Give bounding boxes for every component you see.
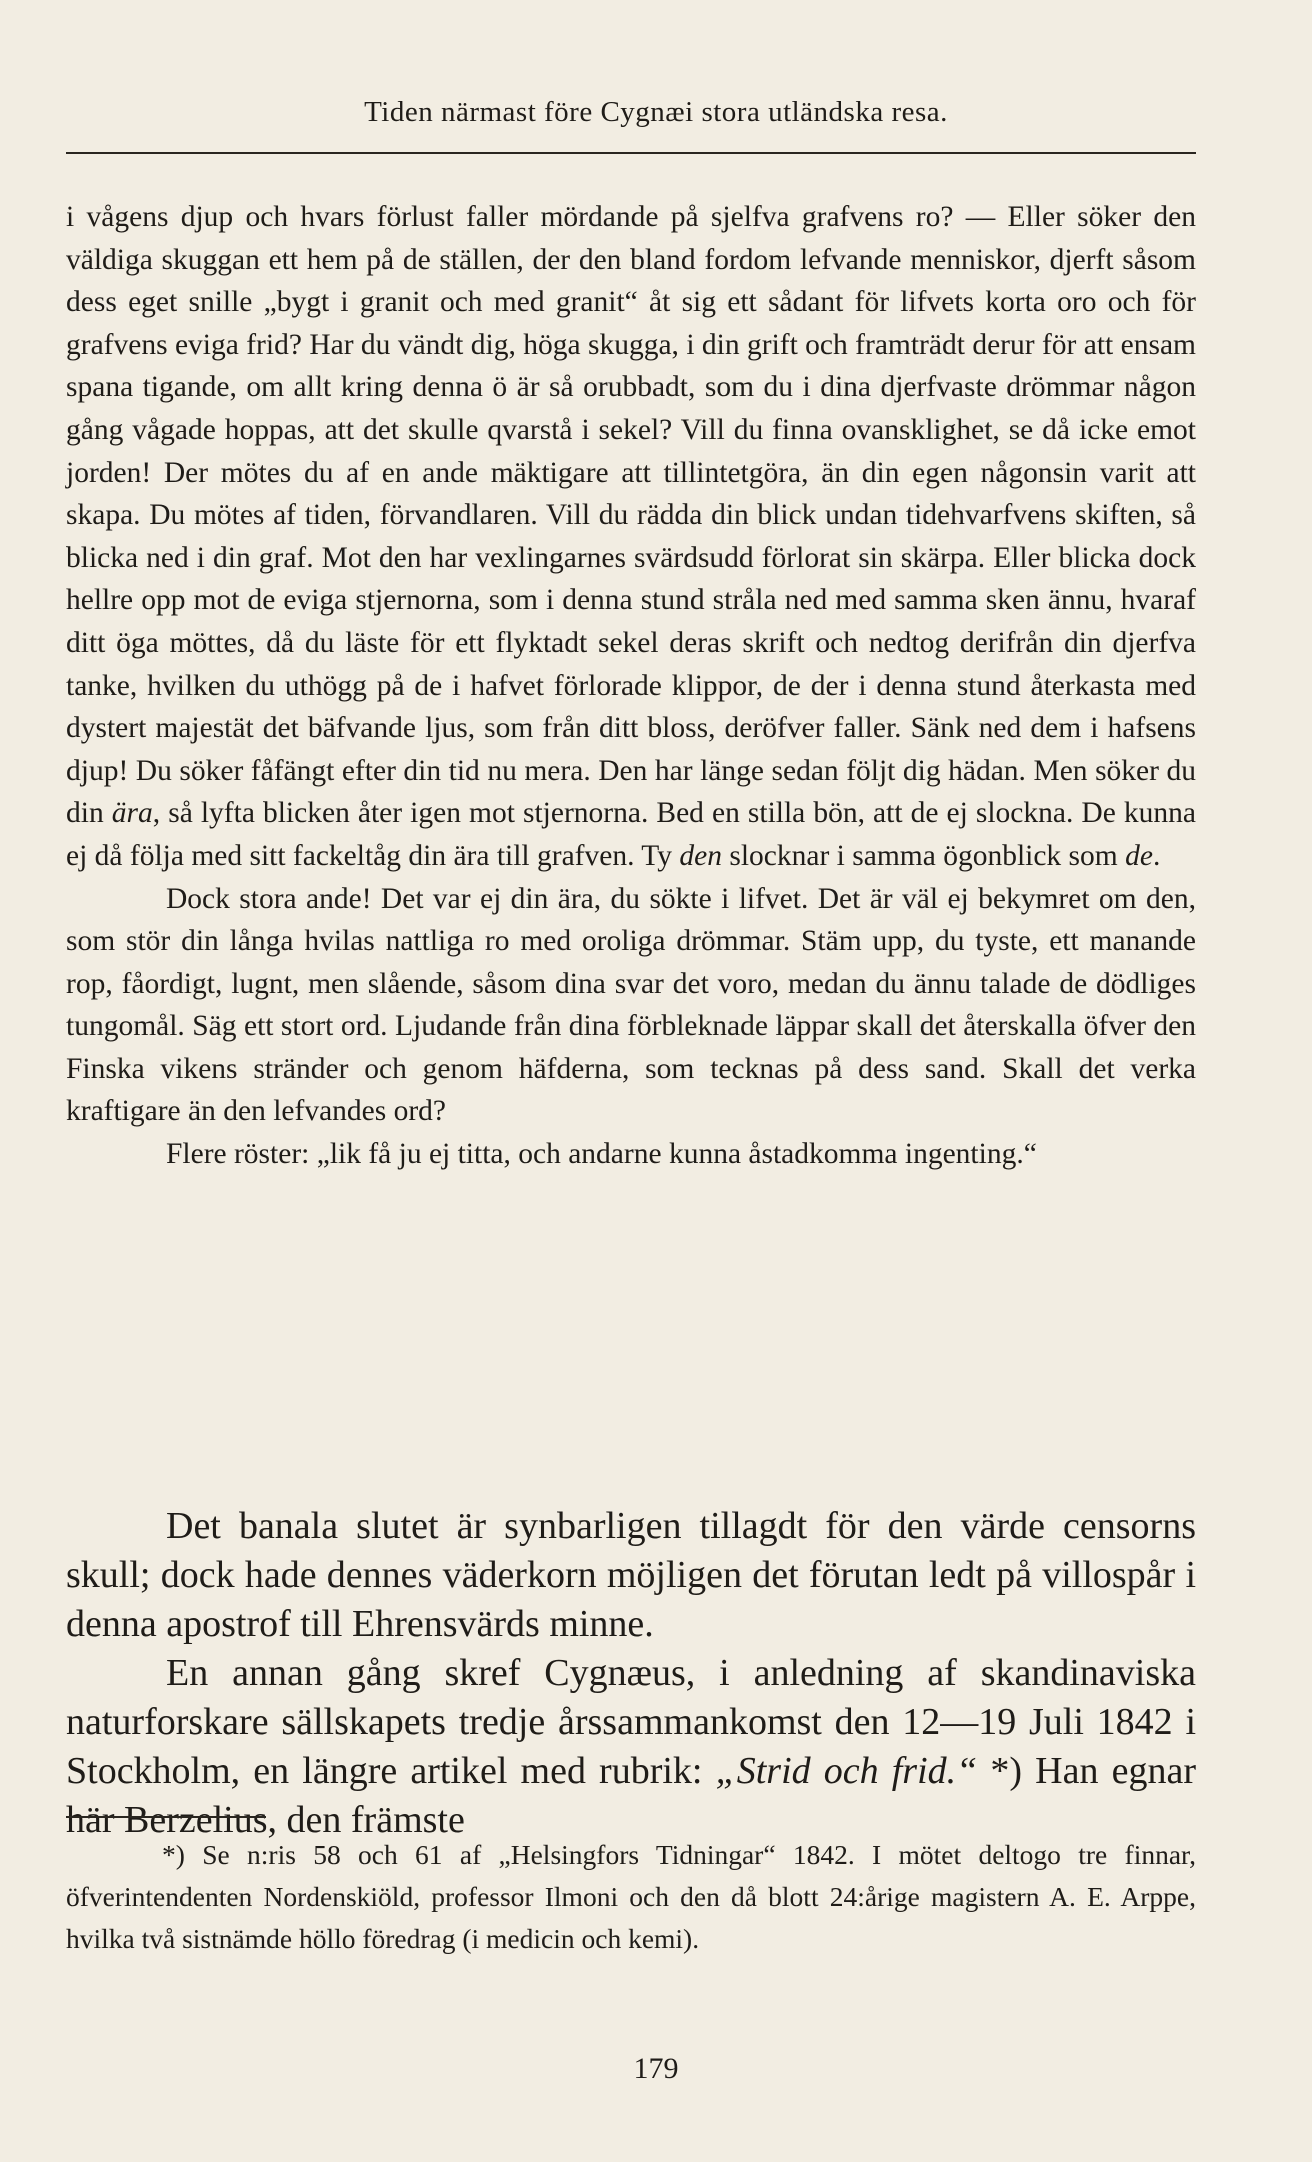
paragraph-2: Dock stora ande! Det var ej din ära, du sökte i lifvet. Det är väl ej bekymret om den, som stör din långa hvilas nattliga ro med oroliga drömmar. Stäm upp, du tyste, ett manande rop, fåordigt, lugnt, men slående, såsom dina svar det voro, medan du ännu talade de dödliges tungomål. Säg ett stort ord. Ljudande från dina förbleknade läppar skall det återskalla öfver den Finska vikens stränder och genom häfderna, som tecknas på dess sand. Skall det verka kraftigare än den lefvandes ord?	[66, 882, 1196, 1128]
article-title: „Strid och frid.“	[715, 1750, 978, 1792]
commentary-paragraph-2-end: *) Han egnar här Berzelius, den främste	[66, 1750, 1197, 1841]
paragraph-1-part-3: slocknar i samma ögonblick som	[722, 839, 1126, 872]
emphasis-de: de	[1125, 839, 1153, 872]
emphasis-den: den	[679, 839, 722, 872]
commentary-text	[66, 1502, 1196, 1845]
main-text	[66, 196, 1196, 1176]
paragraph-1-part-4: .	[1152, 839, 1161, 872]
emphasis-ara: ära	[111, 797, 153, 830]
footnote	[66, 1834, 1196, 1960]
commentary-paragraph-2-start: En annan gång skref Cygnæus, i anledning af skandinaviska naturforskare sällskapets tredje årssammankomst den 12—19 Juli 1842 i Stockholm, en längre artikel med rubrik:	[66, 1652, 1196, 1792]
page-number: 179	[633, 2052, 679, 2085]
paragraph-1	[66, 196, 1196, 878]
commentary-paragraph-1: Det banala slutet är synbarligen tillagdt för den värde censorns skull; dock hade dennes väderkorn möjligen det förutan ledt på villospår i denna apostrof till Ehrensvärds minne.	[66, 1505, 1196, 1645]
footnote-rule	[66, 1816, 266, 1818]
paragraph-1-part-2: , så lyfta blicken åter igen mot stjernorna. Bed en stilla bön, att de ej slockna. De kunna ej då följa med sitt fackeltåg din ära till grafven. Ty	[66, 797, 1196, 872]
running-title: Tiden närmast före Cygnæi stora utländska resa.	[364, 96, 948, 128]
paragraph-3: Flere röster: „lik få ju ej titta, och andarne kunna åstadkomma ingenting.“	[166, 1138, 1037, 1171]
footnote-text: *) Se n:ris 58 och 61 af „Helsingfors Tidningar“ 1842. I mötet deltogo tre finnar, öfverintendenten Nordenskiöld, professor Ilmoni och den då blott 24:årige magistern A. E. Arppe, hvilka två sistnämde höllo föredrag (i medicin och kemi).	[66, 1839, 1196, 1954]
header-rule	[66, 152, 1196, 154]
paragraph-1-part-1: i vågens djup och hvars förlust faller mördande på sjelfva grafvens ro? — Eller söker den väldiga skuggan ett hem på de ställen, der den bland fordom lefvande menniskor, djerft såsom dess eget snille „bygt i granit och med granit“ åt sig ett sådant för lifvets korta oro och för grafvens eviga frid? Har du vändt dig, höga skugga, i din grift och framträdt derur för att ensam spana tigande, om allt kring denna ö är så orubbadt, som du i dina djerfvaste drömmar någon gång vågade hoppas, att det skulle qvarstå i sekel? Vill du finna ovansklighet, se då icke emot jorden! Der mötes du af en ande mäktigare att tillintetgöra, än din egen någonsin varit att skapa. Du mötes af tiden, förvandlaren. Vill du rädda din blick undan tidehvarfvens skiften, så blicka ned i din graf. Mot den har vexlingarnes svärdsudd förlorat sin skärpa. Eller blicka dock hellre opp mot de eviga stjernorna, som i denna stund stråla ned med samma sken ännu, hvaraf ditt öga möttes, då du läste för ett flyktadt sekel deras skrift och nedtog derifrån din djerfva tanke, hvilken du uthögg på de i hafvet förlorade klippor, de der i denna stund återkasta med dystert majestät det bäfvande ljus, som från ditt bloss, deröfver faller. Sänk ned dem i hafsens djup! Du söker fåfängt efter din tid nu mera. Den har länge sedan följt dig hädan. Men söker du din	[66, 201, 1196, 830]
